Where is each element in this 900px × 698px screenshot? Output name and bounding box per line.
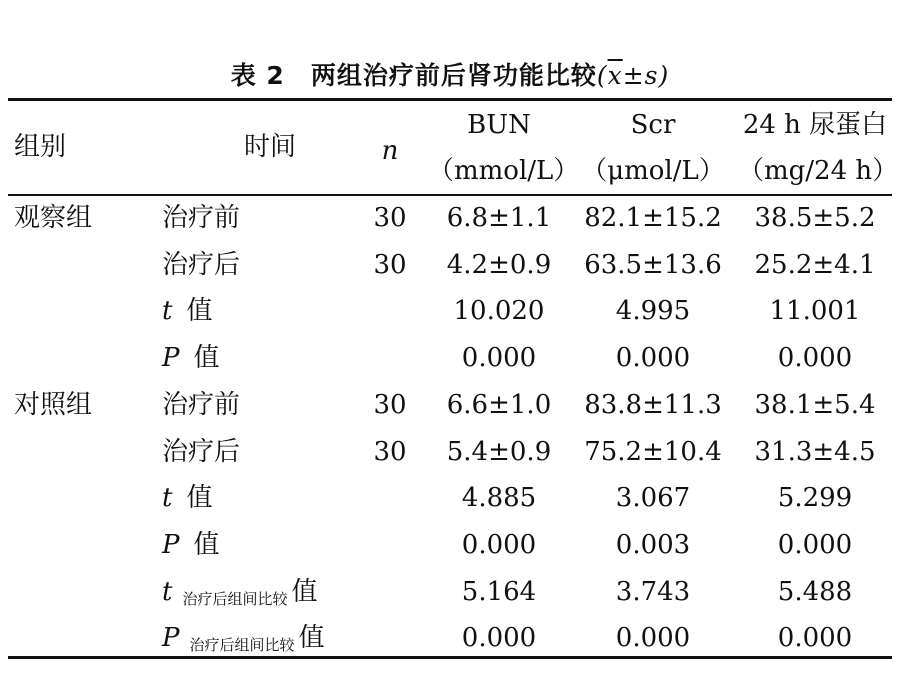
row-scr: 4.995 bbox=[615, 296, 691, 326]
row-protein: 38.5±5.2 bbox=[754, 203, 876, 233]
row-protein: 0.000 bbox=[777, 530, 853, 560]
row-scr: 75.2±10.4 bbox=[584, 437, 722, 467]
row-time: t 值 bbox=[162, 483, 213, 513]
row-bun: 0.000 bbox=[461, 343, 537, 373]
row-n: 30 bbox=[373, 390, 407, 420]
row-time: 治疗后 bbox=[162, 437, 241, 467]
row-protein: 5.488 bbox=[777, 577, 853, 607]
row-scr: 82.1±15.2 bbox=[584, 203, 722, 233]
row-scr: 3.067 bbox=[615, 483, 691, 513]
row-time: 治疗后 bbox=[162, 250, 241, 280]
bottom-rule bbox=[8, 656, 892, 659]
row-scr: 0.000 bbox=[615, 343, 691, 373]
row-protein: 5.299 bbox=[777, 483, 853, 513]
row-time: 治疗前 bbox=[162, 390, 241, 420]
row-time: P 值 bbox=[162, 343, 220, 373]
table-title bbox=[0, 56, 900, 92]
row-bun: 0.000 bbox=[461, 530, 537, 560]
row-scr: 63.5±13.6 bbox=[584, 250, 722, 280]
row-scr: 3.743 bbox=[615, 577, 691, 607]
row-bun: 4.885 bbox=[461, 483, 537, 513]
row-protein: 31.3±4.5 bbox=[754, 437, 876, 467]
row-group: 观察组 bbox=[14, 203, 93, 233]
row-time: t $_{治疗后组间比较}$ 值 bbox=[162, 577, 318, 608]
header-group: 组别 bbox=[14, 132, 67, 162]
row-time: P $_{治疗后组间比较}$ 值 bbox=[162, 623, 325, 654]
row-protein: 11.001 bbox=[769, 296, 861, 326]
row-n: 30 bbox=[373, 437, 407, 467]
row-protein: 0.000 bbox=[777, 343, 853, 373]
header-scr-unit: （μmol/L） bbox=[581, 156, 725, 186]
row-bun: 6.8±1.1 bbox=[446, 203, 552, 233]
row-group: 对照组 bbox=[14, 390, 93, 420]
row-bun: 0.000 bbox=[461, 623, 537, 653]
table-label: 表 2 bbox=[230, 61, 285, 90]
header-rule bbox=[8, 194, 892, 196]
row-bun: 5.164 bbox=[461, 577, 537, 607]
header-bun: BUN bbox=[467, 110, 531, 140]
row-bun: 4.2±0.9 bbox=[446, 250, 552, 280]
row-time: t 值 bbox=[162, 296, 213, 326]
header-time: 时间 bbox=[243, 132, 296, 162]
row-n: 30 bbox=[373, 203, 407, 233]
row-bun: 5.4±0.9 bbox=[446, 437, 552, 467]
row-bun: 6.6±1.0 bbox=[446, 390, 552, 420]
header-protein-unit: （mg/24 h） bbox=[738, 156, 899, 186]
row-bun: 10.020 bbox=[453, 296, 545, 326]
row-scr: 0.003 bbox=[615, 530, 691, 560]
row-protein: 0.000 bbox=[777, 623, 853, 653]
row-scr: 0.000 bbox=[615, 623, 691, 653]
header-n: n bbox=[381, 136, 399, 166]
header-bun-unit: （mmol/L） bbox=[428, 156, 580, 186]
header-scr: Scr bbox=[630, 110, 676, 140]
row-protein: 38.1±5.4 bbox=[754, 390, 876, 420]
table-caption: 两组治疗前后肾功能比较 bbox=[310, 61, 597, 90]
row-time: 治疗前 bbox=[162, 203, 241, 233]
top-rule bbox=[8, 98, 892, 101]
row-scr: 83.8±11.3 bbox=[584, 390, 722, 420]
row-n: 30 bbox=[373, 250, 407, 280]
row-protein: 25.2±4.1 bbox=[754, 250, 876, 280]
header-protein: 24 h 尿蛋白 bbox=[742, 110, 888, 140]
row-time: P 值 bbox=[162, 530, 220, 560]
stat-notation: $(\overline{x}\pm s)$ bbox=[596, 61, 670, 90]
